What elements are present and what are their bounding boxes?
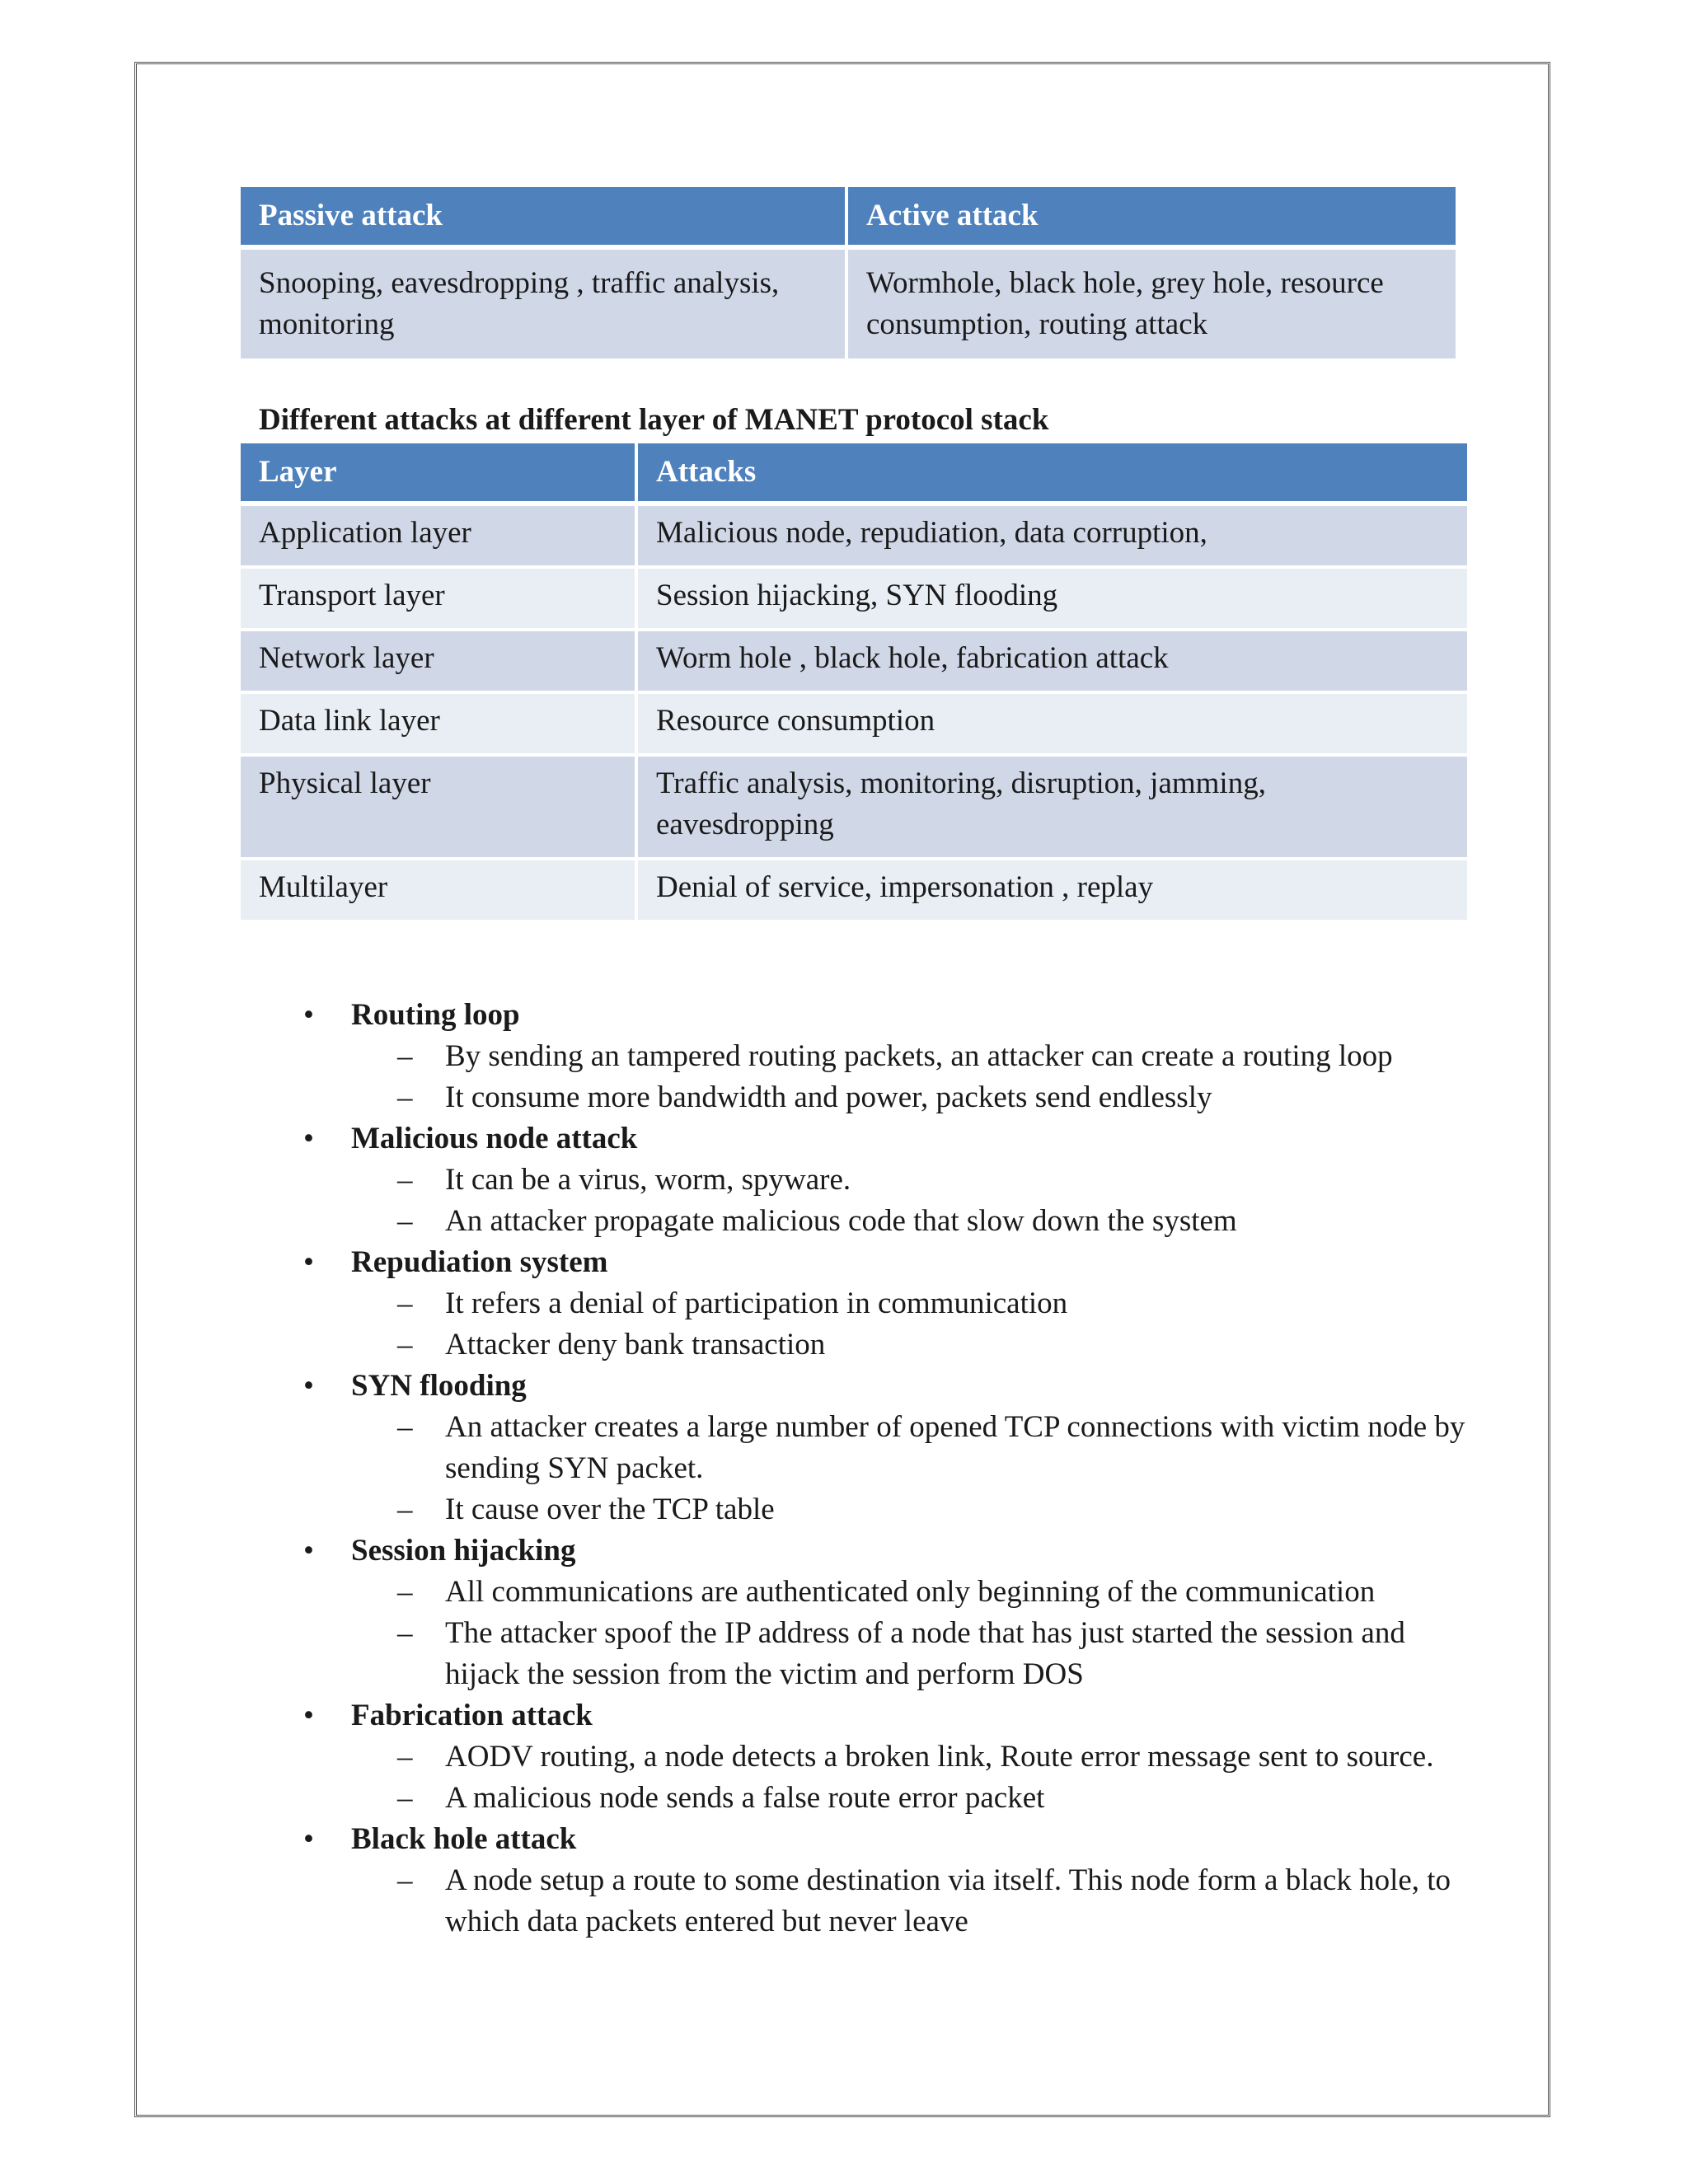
table-cell: Network layer	[241, 631, 638, 694]
bullet-icon: •	[303, 1245, 314, 1279]
header-passive-attack: Passive attack	[241, 187, 848, 250]
table-row	[241, 757, 1467, 860]
sub-item-text: By sending an tampered routing packets, an attacker can create a routing loop	[445, 1039, 1393, 1073]
sub-item-text: The attacker spoof the IP address of a node that has just started the session and hijack the session from the victim and perform DOS	[445, 1616, 1405, 1691]
bullet-title: SYN flooding	[351, 1369, 527, 1403]
table-row	[241, 250, 1456, 362]
table-cell: Worm hole , black hole, fabrication attack	[638, 631, 1467, 694]
header-active-attack: Active attack	[848, 187, 1456, 250]
list-item	[303, 1242, 1474, 1283]
bullet-title: Repudiation system	[351, 1245, 608, 1279]
sub-item	[303, 1077, 1474, 1118]
table-header-row	[241, 443, 1467, 506]
list-item	[303, 1366, 1474, 1407]
sub-item-text: AODV routing, a node detects a broken link, Route error message sent to source.	[445, 1740, 1434, 1774]
sub-item-text: A node setup a route to some destination via itself. This node form a black hole, to which data packets entered but never leave	[445, 1863, 1451, 1938]
list-item	[303, 1118, 1474, 1160]
bullet-icon: •	[303, 1369, 314, 1403]
dash-icon: –	[397, 1863, 413, 1897]
dash-icon: –	[397, 1575, 413, 1609]
dash-icon: –	[397, 1328, 413, 1361]
dash-icon: –	[397, 1493, 413, 1526]
table-cell: Session hijacking, SYN flooding	[638, 569, 1467, 631]
sub-item-text: It consume more bandwidth and power, packets send endlessly	[445, 1080, 1212, 1114]
table-cell: Data link layer	[241, 694, 638, 757]
section-heading: Different attacks at different layer of MANET protocol stack	[259, 403, 1049, 437]
list-item	[303, 1819, 1474, 1860]
sub-item	[303, 1283, 1474, 1324]
table-cell: Traffic analysis, monitoring, disruption, jamming, eavesdropping	[638, 757, 1467, 860]
sub-item-text: A malicious node sends a false route error packet	[445, 1781, 1045, 1815]
dash-icon: –	[397, 1163, 413, 1197]
sub-item-text: It refers a denial of participation in communication	[445, 1286, 1068, 1320]
bullet-icon: •	[303, 1122, 314, 1155]
table-cell: Physical layer	[241, 757, 638, 860]
table-cell: Denial of service, impersonation , replay	[638, 860, 1467, 923]
bullet-icon: •	[303, 1699, 314, 1732]
dash-icon: –	[397, 1039, 413, 1073]
dash-icon: –	[397, 1740, 413, 1774]
sub-item-text: Attacker deny bank transaction	[445, 1328, 826, 1361]
bullet-title: Malicious node attack	[351, 1122, 638, 1155]
sub-item	[303, 1489, 1474, 1530]
sub-item	[303, 1407, 1474, 1489]
table-header-row	[241, 187, 1456, 250]
bullet-title: Routing loop	[351, 998, 520, 1032]
table-cell: Wormhole, black hole, grey hole, resource consumption, routing attack	[848, 250, 1456, 362]
sub-item	[303, 1778, 1474, 1819]
sub-item	[303, 1324, 1474, 1366]
sub-item	[303, 1860, 1474, 1943]
dash-icon: –	[397, 1080, 413, 1114]
bullet-title: Fabrication attack	[351, 1699, 593, 1732]
sub-item-text: An attacker propagate malicious code that slow down the system	[445, 1204, 1237, 1238]
dash-icon: –	[397, 1410, 413, 1444]
table-row	[241, 569, 1467, 631]
list-item	[303, 1530, 1474, 1572]
sub-item	[303, 1736, 1474, 1778]
sub-item-text: It can be a virus, worm, spyware.	[445, 1163, 851, 1197]
sub-item	[303, 1201, 1474, 1242]
header-attacks: Attacks	[638, 443, 1467, 506]
table-cell: Snooping, eavesdropping , traffic analysis, monitoring	[241, 250, 848, 362]
table-cell: Resource consumption	[638, 694, 1467, 757]
header-layer: Layer	[241, 443, 638, 506]
bullet-icon: •	[303, 1822, 314, 1856]
dash-icon: –	[397, 1616, 413, 1650]
dash-icon: –	[397, 1781, 413, 1815]
dash-icon: –	[397, 1204, 413, 1238]
attack-bullet-list	[303, 995, 1474, 1943]
sub-item	[303, 1160, 1474, 1201]
attack-type-table	[241, 187, 1456, 362]
table-cell: Application layer	[241, 506, 638, 569]
sub-item	[303, 1572, 1474, 1613]
bullet-title: Session hijacking	[351, 1534, 576, 1568]
sub-item	[303, 1613, 1474, 1695]
layer-attacks-table	[241, 443, 1467, 923]
sub-item-text: All communications are authenticated only beginning of the communication	[445, 1575, 1376, 1609]
table-row	[241, 694, 1467, 757]
table-row	[241, 506, 1467, 569]
bullet-icon: •	[303, 1534, 314, 1568]
table-row	[241, 631, 1467, 694]
sub-item-text: An attacker creates a large number of opened TCP connections with victim node by sending SYN packet.	[445, 1410, 1465, 1485]
list-item	[303, 995, 1474, 1036]
list-item	[303, 1695, 1474, 1736]
dash-icon: –	[397, 1286, 413, 1320]
sub-item	[303, 1036, 1474, 1077]
sub-item-text: It cause over the TCP table	[445, 1493, 775, 1526]
table-cell: Malicious node, repudiation, data corruption,	[638, 506, 1467, 569]
table-cell: Multilayer	[241, 860, 638, 923]
bullet-icon: •	[303, 998, 314, 1032]
table-cell: Transport layer	[241, 569, 638, 631]
bullet-title: Black hole attack	[351, 1822, 577, 1856]
table-row	[241, 860, 1467, 923]
